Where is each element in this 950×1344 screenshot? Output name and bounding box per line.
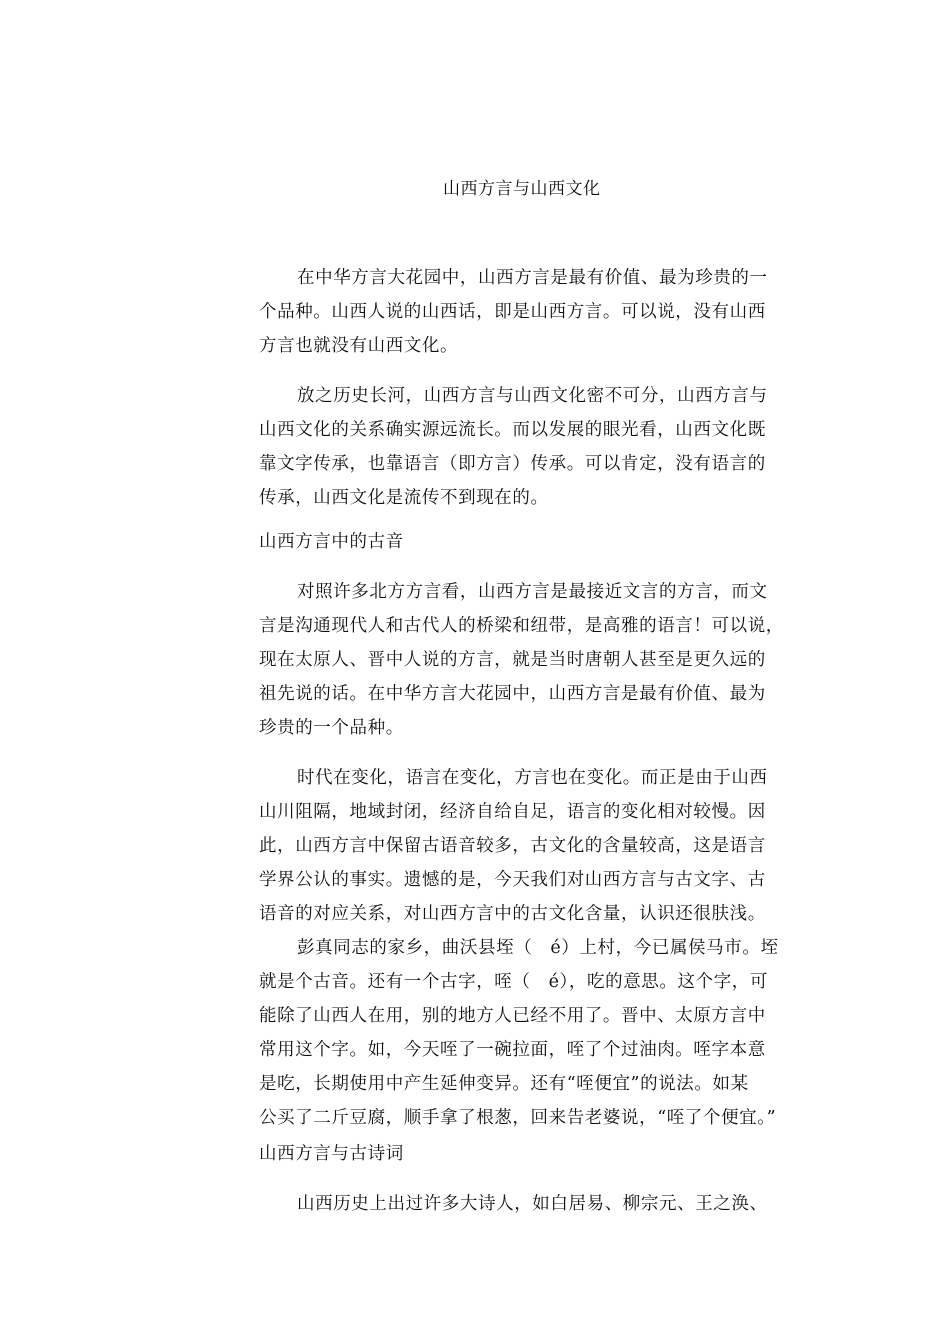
section-heading: 山西方言与古诗词: [259, 1144, 404, 1164]
paragraph-line: 能除了山西人在用，别的地方人已经不用了。晋中、太原方言中: [259, 1006, 766, 1026]
paragraph-line: 方言也就没有山西文化。: [259, 336, 459, 356]
paragraph-line: 在中华方言大花园中，山西方言是最有价值、最为珍贵的一: [297, 268, 768, 288]
paragraph-line: 此，山西方言中保留古语音较多，古文化的含量较高，这是语言: [259, 836, 766, 856]
section-heading: 山西方言中的古音: [259, 532, 404, 552]
paragraph-line: 就是个古音。还有一个古字，咥（ é），吃的意思。这个字，可: [259, 972, 769, 992]
paragraph-line: 言是沟通现代人和古代人的桥梁和纽带，是高雅的语言！可以说，: [259, 616, 784, 636]
paragraph-line: 彭真同志的家乡，曲沃县垤（ é）上村，今已属侯马市。垤: [297, 938, 779, 958]
paragraph-line: 靠文字传承，也靠语言（即方言）传承。可以肯定，没有语言的: [259, 454, 766, 474]
paragraph-line: 时代在变化，语言在变化，方言也在变化。而正是由于山西: [297, 768, 768, 788]
paragraph-line: 传承，山西文化是流传不到现在的。: [259, 488, 549, 508]
paragraph-line: 山川阻隔，地域封闭，经济自给自足，语言的变化相对较慢。因: [259, 802, 766, 822]
paragraph-line: 语音的对应关系，对山西方言中的古文化含量，认识还很肤浅。: [259, 904, 766, 924]
paragraph-line: 祖先说的话。在中华方言大花园中，山西方言是最有价值、最为: [259, 684, 766, 704]
document-title: 山西方言与山西文化: [443, 179, 601, 199]
paragraph-line: 对照许多北方方言看，山西方言是最接近文言的方言，而文: [297, 582, 768, 602]
paragraph-line: 公买了二斤豆腐，顺手拿了根葱，回来告老婆说，“咥了个便宜。”: [259, 1108, 777, 1128]
paragraph-line: 珍贵的一个品种。: [259, 718, 404, 738]
paragraph-line: 放之历史长河，山西方言与山西文化密不可分，山西方言与: [297, 386, 768, 406]
paragraph-line: 学界公认的事实。遗憾的是，今天我们对山西方言与古文字、古: [259, 870, 766, 890]
paragraph-line: 常用这个字。如，今天咥了一碗拉面，咥了个过油肉。咥字本意: [259, 1040, 766, 1060]
paragraph-line: 是吃，长期使用中产生延伸变异。还有“咥便宜”的说法。如某: [259, 1074, 749, 1094]
paragraph-line: 个品种。山西人说的山西话，即是山西方言。可以说，没有山西: [259, 302, 766, 322]
paragraph-line: 山西文化的关系确实源远流长。而以发展的眼光看，山西文化既: [259, 420, 766, 440]
paragraph-line: 现在太原人、晋中人说的方言，就是当时唐朝人甚至是更久远的: [259, 650, 766, 670]
paragraph-line: 山西历史上出过许多大诗人，如白居易、柳宗元、王之涣、: [297, 1194, 768, 1214]
